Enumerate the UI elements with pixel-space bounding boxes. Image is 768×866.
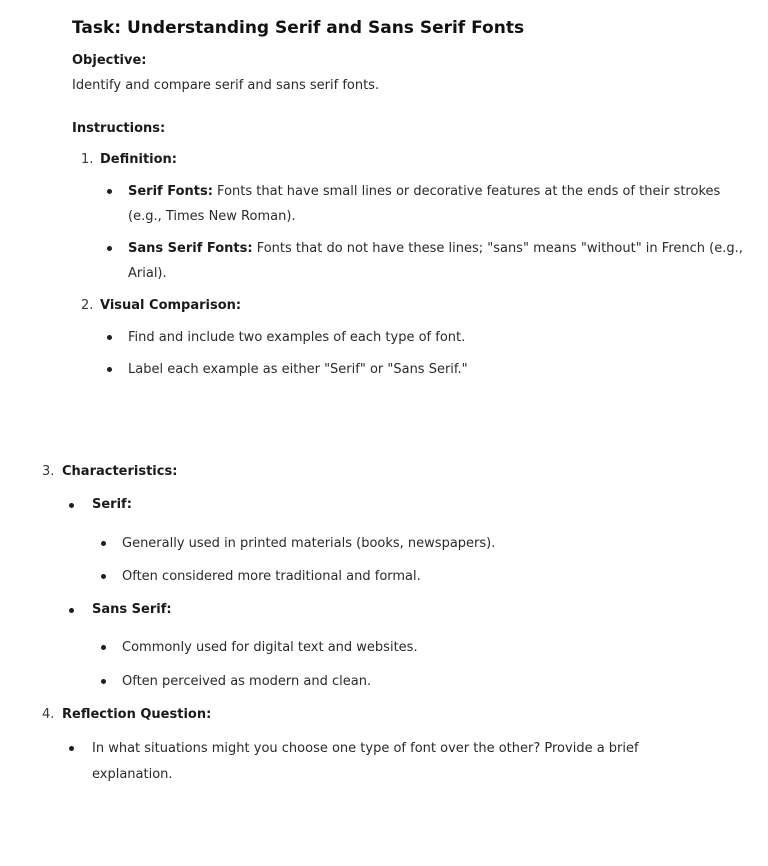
page-title: Task: Understanding Serif and Sans Serif Fonts	[72, 18, 525, 38]
step-number: 4.	[42, 707, 55, 722]
list-item: Often perceived as modern and clean.	[122, 674, 372, 689]
bullet	[69, 503, 74, 508]
step-label-visual-comparison: Visual Comparison:	[100, 298, 242, 313]
step-number: 2.	[81, 298, 94, 313]
bullet	[101, 574, 106, 579]
list-item-reflection-continued: explanation.	[92, 767, 173, 782]
list-item: Label each example as either "Serif" or "Sans Serif."	[128, 362, 468, 377]
step-label-reflection-question: Reflection Question:	[62, 707, 212, 722]
objective-text: Identify and compare serif and sans serif fonts.	[72, 78, 380, 93]
list-item: Generally used in printed materials (books, newspapers).	[122, 536, 496, 551]
bullet	[69, 746, 74, 751]
step-label-definition: Definition:	[100, 152, 178, 167]
bullet	[107, 246, 112, 251]
definition-text-continued: (e.g., Times New Roman).	[128, 209, 296, 224]
step-label-characteristics: Characteristics:	[62, 464, 178, 479]
instructions-label: Instructions:	[72, 121, 166, 136]
step-number: 1.	[81, 152, 94, 167]
bullet	[69, 608, 74, 613]
definition-text-continued: Arial).	[128, 266, 167, 281]
definition-text: Fonts that do not have these lines; "sans" means "without" in French (e.g.,	[252, 241, 743, 256]
step-number: 3.	[42, 464, 55, 479]
bullet	[101, 541, 106, 546]
term-serif-fonts: Serif Fonts:	[128, 184, 213, 199]
bullet	[101, 679, 106, 684]
bullet	[101, 645, 106, 650]
objective-label: Objective:	[72, 53, 147, 68]
group-label-serif: Serif:	[92, 497, 132, 512]
list-item: Find and include two examples of each type of font.	[128, 330, 466, 345]
list-item-serif-definition	[128, 179, 720, 204]
term-sans-serif-fonts: Sans Serif Fonts:	[128, 241, 253, 256]
list-item-reflection: In what situations might you choose one type of font over the other? Provide a brief	[92, 741, 639, 756]
group-label-sans-serif: Sans Serif:	[92, 602, 172, 617]
list-item: Commonly used for digital text and websites.	[122, 640, 418, 655]
bullet	[107, 367, 112, 372]
list-item-sans-serif-definition	[128, 236, 743, 261]
bullet	[107, 335, 112, 340]
definition-text: Fonts that have small lines or decorative features at the ends of their strokes	[212, 184, 721, 199]
list-item: Often considered more traditional and formal.	[122, 569, 421, 584]
bullet	[107, 189, 112, 194]
